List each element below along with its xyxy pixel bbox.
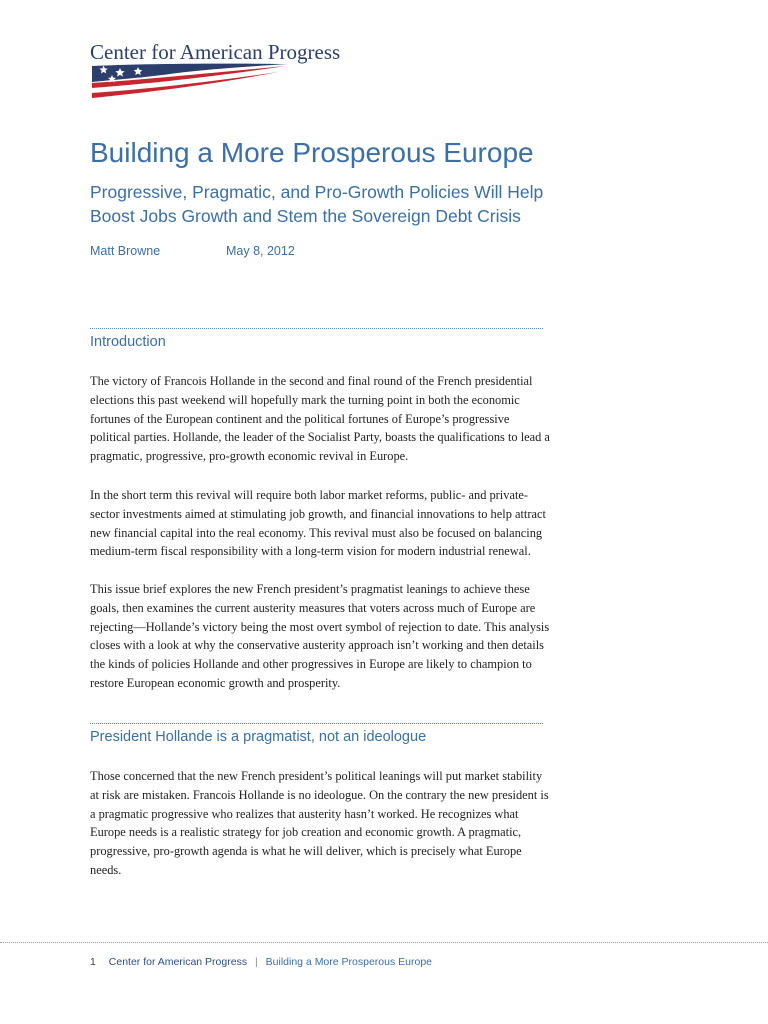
footer-org-name: Center for American Progress (108, 956, 248, 968)
byline (90, 244, 295, 258)
section-divider (90, 328, 543, 329)
publication-date: May 8, 2012 (226, 244, 295, 258)
section-heading-introduction: Introduction (90, 334, 166, 350)
paragraph: The victory of Francois Hollande in the second and final round of the French presidential elections this past weekend will hopefully mark the turning point in both the economic fortunes of the European continent and the political fortunes of Europe’s progressive political parties. Hollande, the leader of the Socialist Party, boasts the qualifications to lead a pragmatic, progressive, pro-growth economic revival in Europe. (90, 374, 550, 464)
section-heading-hollande-pragmatist: President Hollande is a pragmatist, not an ideologue (90, 729, 427, 745)
section-divider (90, 723, 543, 724)
footer-divider (0, 942, 768, 943)
page-number: 1 (90, 956, 96, 968)
flag-swoosh-icon (90, 60, 290, 102)
paragraph: This issue brief explores the new French president’s pragmatist leanings to achieve these goals, then examines the current austerity measures that voters across much of Europe are rejecting—Hollande’s victory being the most overt symbol of rejection to date. This analysis closes with a look at why the conservative austerity approach isn’t working and then details the kinds of policies Hollande and other progressives in Europe are likely to champion to restore European economic growth and prosperity. (90, 582, 550, 690)
document-title: Building a More Prosperous Europe (90, 137, 534, 168)
paragraph: Those concerned that the new French president’s political leanings will put market stability at risk are mistaken. Francois Hollande is no ideologue. On the contrary the new president is a pragmatic progressive who realizes that austerity hasn’t worked. He recognizes what Europe needs is a realistic strategy for job creation and economic growth. A pragmatic, progressive, pro-growth agenda is what he will deliver, which is precisely what Europe needs. (90, 769, 549, 877)
paragraph: In the short term this revival will require both labor market reforms, public- and private-sector investments aimed at stimulating job growth, and financial innovations to help attract new financial capital into the real economy. This revival must also be focused on balancing medium-term fiscal responsibility with a long-term vision for modern industrial renewal. (90, 488, 546, 559)
logo-wordmark: Center for American Progress (90, 40, 341, 64)
cap-logo (90, 40, 350, 102)
author-name: Matt Browne (90, 244, 161, 258)
document-subtitle: Progressive, Pragmatic, and Pro-Growth Policies Will Help Boost Jobs Growth and Stem the Sovereign Debt Crisis (90, 182, 544, 226)
footer-document-title: Building a More Prosperous Europe (265, 956, 433, 968)
page-footer (90, 956, 432, 968)
footer-separator: | (255, 956, 258, 968)
